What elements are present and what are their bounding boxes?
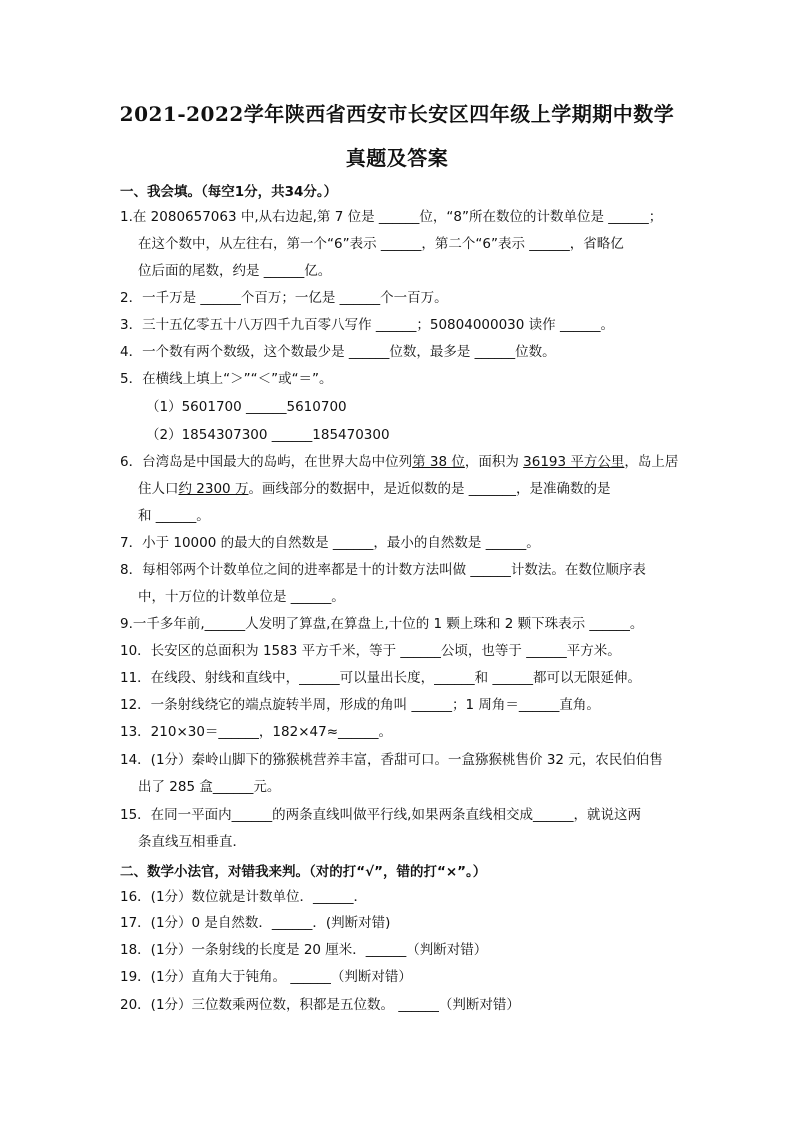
question-5-part2: （2）1854307300 ______185470300 [146, 427, 390, 443]
question-9: 9.一千多年前,______人发明了算盘,在算盘上,十位的 1 颗上珠和 2 颗下珠表示 ______。 [120, 616, 644, 632]
document-title-line2: 真题及答案 [345, 146, 449, 170]
q6-text-g: 。画线部分的数据中，是近似数的是 _______，是准确数的是 [248, 481, 611, 497]
question-2: 2．一千万是 ______个百万；一亿是 ______个一百万。 [120, 290, 448, 306]
question-14-line2: 出了 285 盒______元。 [138, 779, 281, 795]
section-heading-fill-in: 一、我会填。（每空1分，共34分。） [120, 184, 338, 200]
question-20: 20．(1分）三位数乘两位数，积都是五位数。 ______（判断对错） [120, 997, 520, 1013]
q6-underlined-population: 约 2300 万 [178, 481, 249, 497]
question-1-line3: 位后面的尾数，约是 ______亿。 [138, 263, 332, 279]
question-8-line1: 8．每相邻两个计数单位之间的进率都是十的计数方法叫做 ______计数法。在数位顺序表 [120, 562, 646, 578]
q6-text-f: 住人口 [138, 481, 179, 497]
question-15-line2: 条直线互相垂直． [138, 834, 246, 850]
question-12: 12．一条射线绕它的端点旋转半周，形成的角叫 ______；1 周角＝______直角。 [120, 697, 600, 713]
question-17: 17．(1分）0 是自然数．______．(判断对错) [120, 915, 391, 931]
question-1-line2: 在这个数中，从左往右，第一个“6”表示 ______，第二个“6”表示 ______，省略亿 [138, 236, 624, 252]
question-3: 3．三十五亿零五十八万四千九百零八写作 ______；50804000030 读作 ______。 [120, 317, 614, 333]
q6-text-c: ，面积为 [464, 454, 524, 470]
question-19: 19．(1分）直角大于钝角。 ______（判断对错） [120, 969, 412, 985]
question-6-line3: 和 ______。 [138, 508, 210, 524]
question-7: 7．小于 10000 的最大的自然数是 ______，最小的自然数是 ______。 [120, 535, 540, 551]
section-heading-true-false: 二、数学小法官，对错我来判。（对的打“√”，错的打“×”。） [120, 864, 487, 880]
question-6-line2 [138, 480, 698, 498]
question-11: 11．在线段、射线和直线中，______可以量出长度，______和 ______都可以无限延伸。 [120, 670, 641, 686]
question-4: 4．一个数有两个数级，这个数最少是 ______位数，最多是 ______位数。 [120, 344, 556, 360]
q6-text-a: 6．台湾岛是中国最大的岛屿，在世界大岛中位列 [120, 454, 413, 470]
document-title-line1: 2021-2022学年陕西省西安市长安区四年级上学期期中数学 [119, 102, 675, 126]
question-14-line1: 14．(1分）秦岭山脚下的猕猴桃营养丰富，香甜可口。一盒猕猴桃售价 32 元，农民伯伯售 [120, 752, 663, 768]
question-8-line2: 中，十万位的计数单位是 ______。 [138, 589, 345, 605]
q6-text-e: ，岛上居 [624, 454, 679, 470]
question-10: 10．长安区的总面积为 1583 平方千米，等于 ______公顷，也等于 ______平方米。 [120, 643, 621, 659]
question-5-part1: （1）5601700 ______5610700 [146, 399, 347, 415]
question-16: 16．(1分）数位就是计数单位．______． [120, 889, 368, 905]
question-15-line1: 15．在同一平面内______的两条直线叫做平行线,如果两条直线相交成______，就说这两 [120, 807, 641, 823]
question-5: 5．在横线上填上“＞”“＜”或“＝”。 [120, 371, 333, 387]
question-13: 13．210×30＝______，182×47≈______。 [120, 724, 393, 740]
question-18: 18．(1分）一条射线的长度是 20 厘米．______（判断对错） [120, 942, 488, 958]
q6-underlined-rank: 第 38 位 [412, 454, 465, 470]
question-6-line1 [120, 453, 680, 471]
q6-underlined-area: 36193 平方公里 [523, 454, 625, 470]
question-1-line1: 1.在 2080657063 中,从右边起,第 7 位是 ______位，“8”所在数位的计数单位是 ______； [120, 209, 663, 225]
